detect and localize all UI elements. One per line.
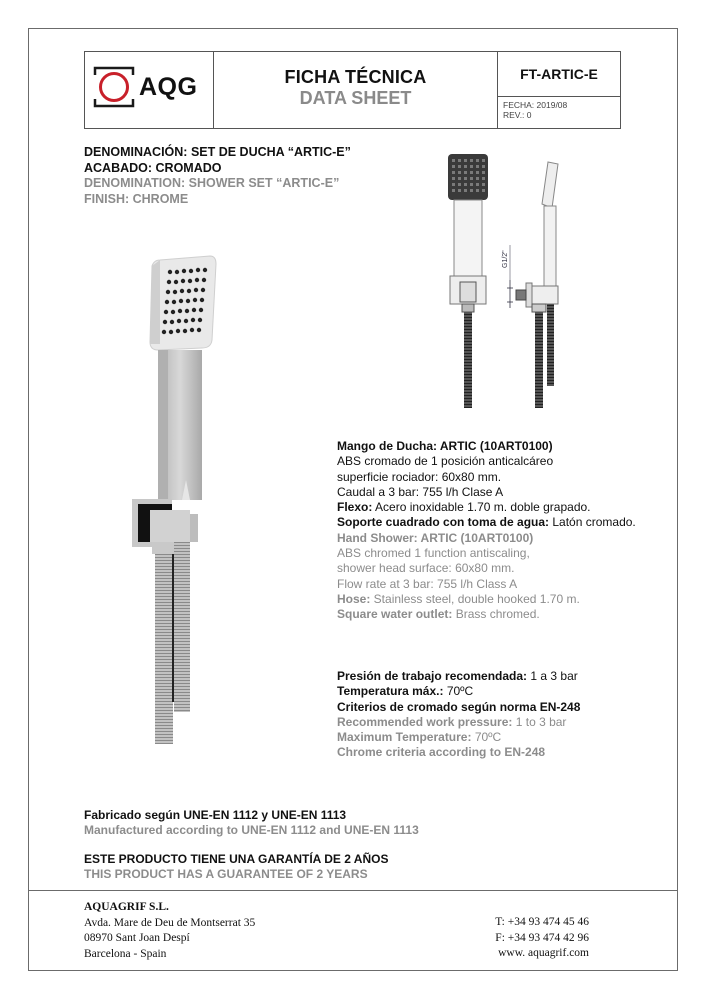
- finish-en: FINISH: CHROME: [84, 191, 189, 206]
- hose-label-en: Hose:: [337, 591, 371, 606]
- pressure-label-es: Presión de trabajo recomendada:: [337, 669, 528, 683]
- phone-number: T: +34 93 474 45 46: [495, 916, 589, 928]
- header-table: [84, 51, 621, 129]
- spec-es-line1: ABS cromado de 1 posición anticalcáreo: [337, 454, 554, 469]
- pressure-value-es: 1 a 3 bar: [527, 669, 578, 683]
- address-line1: Avda. Mare de Deu de Montserrat 35: [84, 916, 256, 929]
- footer-divider: [28, 890, 678, 891]
- norms-en: Manufactured according to UNE-EN 1112 and UNE-EN 1113: [84, 823, 419, 837]
- spec-en-line1: ABS chromed 1 function antiscaling,: [337, 546, 530, 561]
- warranty-es: ESTE PRODUCTO TIENE UNA GARANTÍA DE 2 AÑOS: [84, 852, 389, 866]
- pressure-value-en: 1 to 3 bar: [512, 714, 567, 729]
- spec-es-line3: Caudal a 3 bar: 755 l/h Clase A: [337, 484, 504, 499]
- logo-text: AQG: [139, 72, 198, 101]
- thread-size-label: G1/2": [502, 250, 509, 268]
- specifications-block: [337, 439, 637, 623]
- handle-model-en: Hand Shower: ARTIC (10ART0100): [337, 530, 534, 545]
- operating-conditions-block: [337, 669, 637, 761]
- company-logo: [93, 65, 197, 109]
- footer-contact: [480, 915, 589, 962]
- handle-model-es: Mango de Ducha: ARTIC (10ART0100): [337, 439, 553, 453]
- logo-cell: [85, 52, 214, 128]
- fax-number: F: +34 93 474 42 96: [495, 931, 589, 944]
- logo-ring-icon: [93, 65, 135, 109]
- temperature-label-en: Maximum Temperature:: [337, 730, 472, 745]
- document-revision: REV.: 0: [503, 110, 532, 120]
- document-date: FECHA: 2019/08: [503, 100, 568, 110]
- warranty-en: THIS PRODUCT HAS A GUARANTEE OF 2 YEARS: [84, 867, 368, 881]
- support-label-es: Soporte cuadrado con toma de agua:: [337, 515, 550, 530]
- temperature-label-es: Temperatura máx.:: [337, 684, 444, 699]
- document-code: FT-ARTIC-E: [498, 52, 620, 97]
- title-cell: [214, 52, 498, 128]
- address-line3: Barcelona - Spain: [84, 947, 167, 960]
- title-en: DATA SHEET: [299, 88, 412, 108]
- outlet-value-en: Brass chromed.: [452, 607, 540, 622]
- norms-es: Fabricado según UNE-EN 1112 y UNE-EN 1113: [84, 808, 347, 822]
- outlet-label-en: Square water outlet:: [337, 607, 453, 622]
- technical-drawing-image: [440, 150, 590, 410]
- temperature-value-en: 70ºC: [471, 730, 502, 745]
- spec-en-line2: shower head surface: 60x80 mm.: [337, 561, 515, 576]
- chrome-criteria-en: Chrome criteria according to EN-248: [337, 745, 546, 760]
- spec-en-line3: Flow rate at 3 bar: 755 l/h Class A: [337, 576, 518, 591]
- denomination-en: DENOMINATION: SHOWER SET “ARTIC-E”: [84, 176, 340, 190]
- hose-label-es: Flexo:: [337, 500, 373, 515]
- finish-es: ACABADO: CROMADO: [84, 160, 222, 175]
- denomination-block: [84, 145, 351, 207]
- warranty-block: [84, 852, 388, 882]
- support-value-es: Latón cromado.: [549, 515, 636, 530]
- title-es: FICHA TÉCNICA: [284, 67, 427, 87]
- code-cell: [498, 52, 620, 128]
- company-name: AQUAGRIF S.L.: [84, 901, 169, 913]
- pressure-label-en: Recommended work pressure:: [337, 714, 513, 729]
- document-meta: [498, 97, 620, 123]
- denomination-es: DENOMINACIÓN: SET DE DUCHA “ARTIC-E”: [84, 145, 351, 159]
- spec-es-line2: superficie rociador: 60x80 mm.: [337, 469, 502, 484]
- hose-value-en: Stainless steel, double hooked 1.70 m.: [370, 591, 580, 606]
- product-render-image: [112, 252, 232, 752]
- norms-block: [84, 808, 419, 838]
- website-link[interactable]: www. aquagrif.com: [498, 947, 589, 959]
- hose-value-es: Acero inoxidable 1.70 m. doble grapado.: [372, 500, 591, 515]
- footer-address: [84, 900, 255, 962]
- address-line2: 08970 Sant Joan Despí: [84, 932, 190, 944]
- temperature-value-es: 70ºC: [443, 684, 474, 699]
- chrome-criteria-es: Criterios de cromado según norma EN-248: [337, 699, 581, 714]
